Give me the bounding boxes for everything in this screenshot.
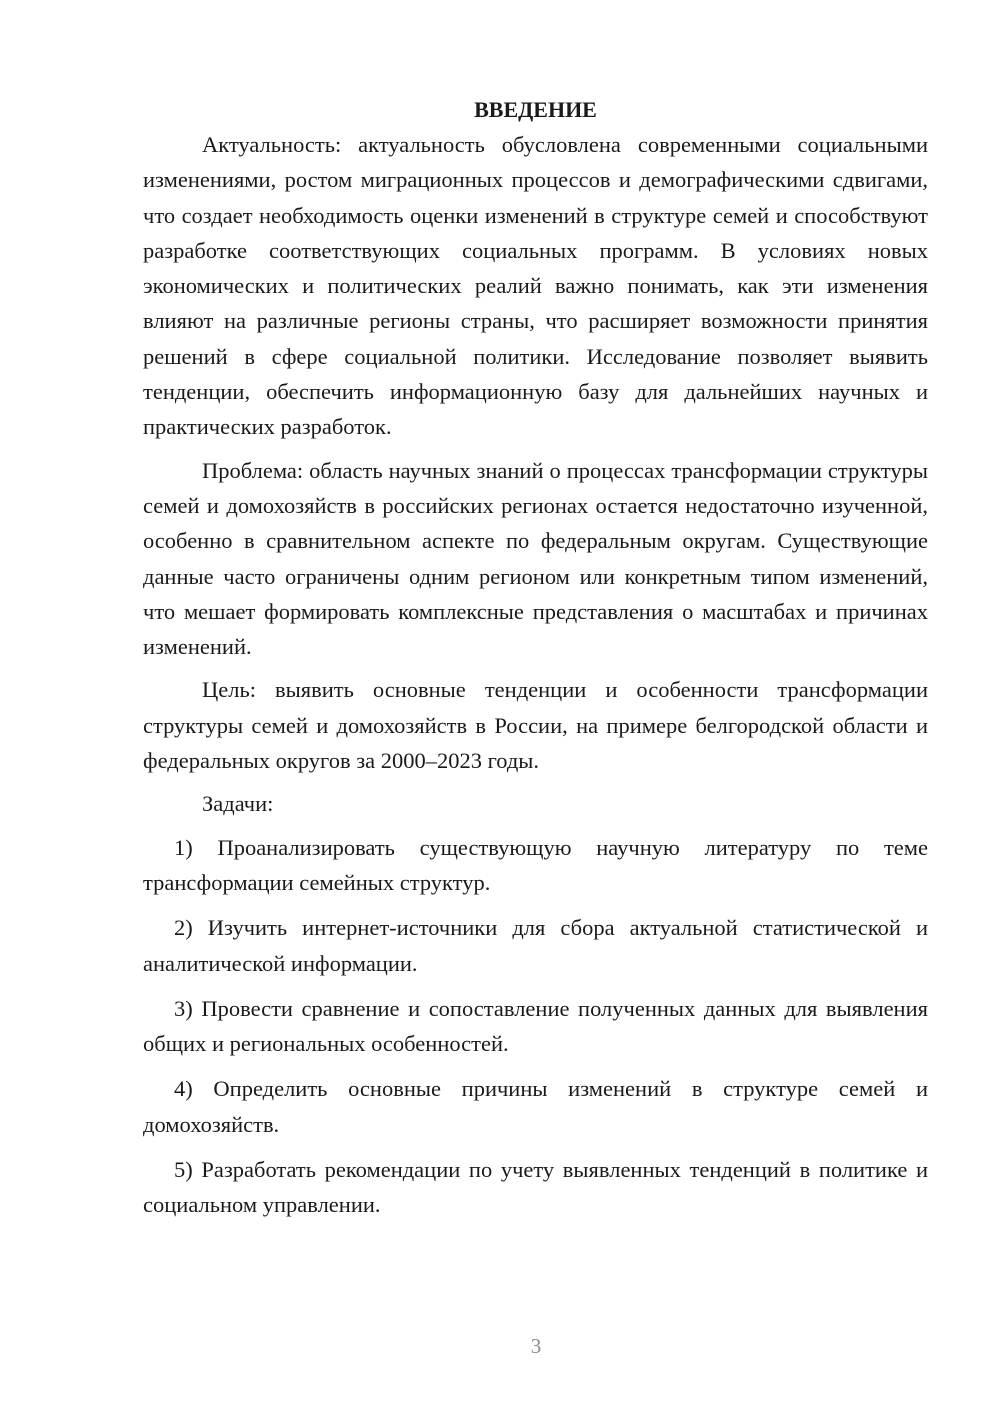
task-item-5: 5) Разработать рекомендации по учету выявленных тенденций в политике и социальном управлении. [143, 1157, 928, 1218]
section-title: ВВЕДЕНИЕ [474, 97, 597, 122]
task-item-4: 4) Определить основные причины изменений в структуре семей и домохозяйств. [143, 1076, 928, 1137]
task-item-3: 3) Провести сравнение и сопоставление полученных данных для выявления общих и региональных особенностей. [143, 995, 928, 1057]
tasks-heading: Задачи: [202, 791, 274, 817]
problem-paragraph: Проблема: область научных знаний о процессах трансформации структуры семей и домохозяйств в российских регионах остается недостаточно изученной, особенно в сравнительном аспекте по федеральным округам. Существующие данные часто ограничены одним регионом или конкретным типом изменений, что мешает формировать комплексные представления о масштабах и причинах изменений. [143, 457, 928, 660]
page-content [143, 92, 928, 1223]
task-item-1: 1) Проанализировать существующую научную литературу по теме трансформации семейных структур. [143, 834, 928, 895]
goal-paragraph: Цель: выявить основные тенденции и особенности трансформации структуры семей и домохозяйств в России, на примере белгородской области и федеральных округов за 2000–2023 годы. [143, 677, 928, 774]
page-number: 3 [530, 1334, 542, 1358]
relevance-paragraph: Актуальность: актуальность обусловлена современными социальными изменениями, ростом миграционных процессов и демографическими сдвигами, что создает необходимость оценки изменений в структуре семей и способствуют разработке соответствующих социальных программ. В условиях новых экономических и политических реалий важно понимать, как эти изменения влияют на различные регионы страны, что расширяет возможности принятия решений в сфере социальной политики. Исследование позволяет выявить тенденции, обеспечить информационную базу для дальнейших научных и практических разработок. [143, 132, 928, 440]
task-item-2: 2) Изучить интернет-источники для сбора актуальной статистической и аналитической информации. [143, 915, 928, 976]
